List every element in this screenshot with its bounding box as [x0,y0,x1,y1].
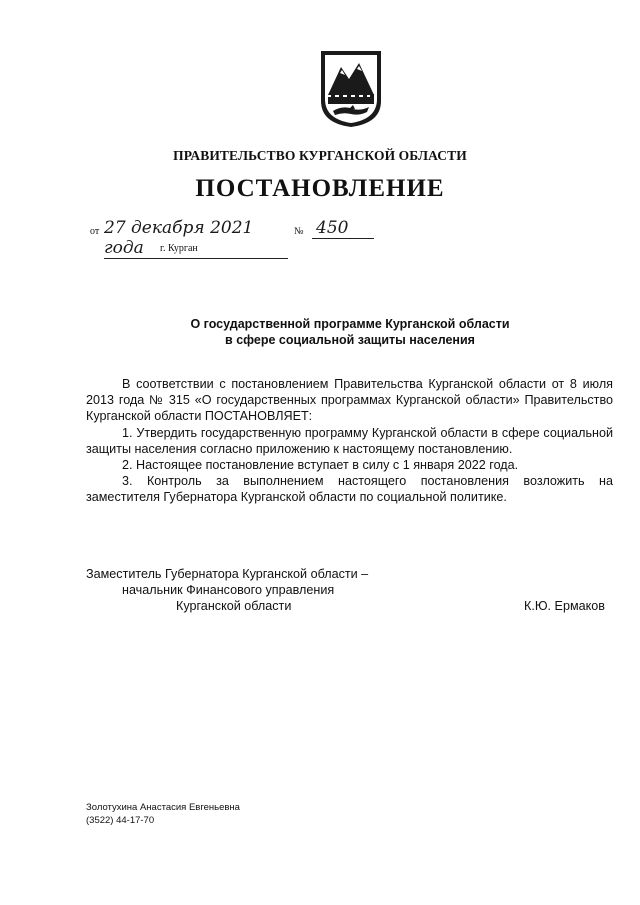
item-3: 3. Контроль за выполнением настоящего постановления возложить на заместителя Губернатора Курганской области по социальной политике. [86,474,613,505]
intro-paragraph: В соответствии с постановлением Правительства Курганской области от 8 июля 2013 года № 315 «О государственных программах Курганской области» Правительство Курганской области ПОСТАНОВЛЯЕТ: [86,377,613,424]
signatory-line-1: Заместитель Губернатора Курганской области – [86,567,369,581]
title-line-1: О государственной программе Курганской области [190,317,510,331]
document-body [86,376,613,506]
date-from-label: от [90,226,100,237]
number-label: № [294,226,304,237]
executor-name: Золотухина Анастасия Евгеньевна [86,802,240,813]
title-line-2: в сфере социальной защиты населения [225,333,475,347]
decree-date: 27 декабря 2021 года [104,218,288,259]
signatory-line-3: Курганской области [176,599,292,613]
coat-of-arms-icon [319,49,383,129]
item-2: 2. Настоящее постановление вступает в силу с 1 января 2022 года. [122,458,519,473]
signatory-name: К.Ю. Ермаков [524,599,605,613]
date-line [90,218,370,258]
signatory-line-2: начальник Финансового управления [122,583,335,597]
document-title [0,316,640,348]
government-name: ПРАВИТЕЛЬСТВО КУРГАНСКОЙ ОБЛАСТИ [173,148,467,163]
item-1: 1. Утвердить государственную программу Курганской области в сфере социальной защиты населения согласно приложению к настоящему постановлению. [86,425,613,456]
decree-number: 450 [312,218,374,239]
city: г. Курган [160,243,198,254]
executor-phone: (3522) 44-17-70 [86,815,155,826]
document-type: ПОСТАНОВЛЕНИЕ [195,175,445,202]
